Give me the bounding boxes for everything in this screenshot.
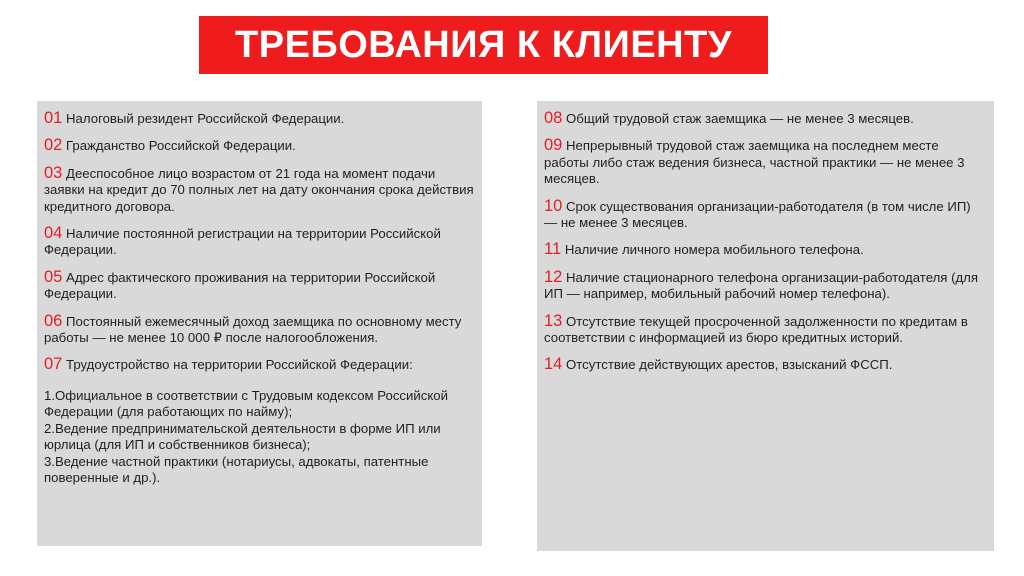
requirement-item (44, 356, 475, 486)
requirement-number: 10 (544, 196, 563, 215)
requirement-text: Наличие личного номера мобильного телефона. (564, 242, 864, 258)
requirement-item (544, 356, 987, 373)
requirement-number: 09 (544, 136, 563, 155)
requirement-item (44, 137, 475, 154)
requirement-item (544, 198, 987, 232)
requirement-item (44, 165, 475, 215)
requirement-item (544, 269, 987, 303)
requirement-item (544, 137, 987, 187)
employment-type: 2.Ведение предпринимательской деятельности в форме ИП или юрлица (для ИП и собственников бизнеса); (44, 420, 441, 453)
requirement-item (44, 110, 475, 127)
requirement-text: Постоянный ежемесячный доход заемщика по основному месту работы — не менее 10 000 ₽ после налогообложения. (44, 313, 462, 346)
requirement-item (44, 313, 475, 347)
requirement-text: Наличие стационарного телефона организации-работодателя (для ИП — например, мобильный рабочий номер телефона). (544, 269, 979, 302)
requirement-item (544, 110, 987, 127)
employment-types-list (44, 388, 475, 486)
requirement-text: Непрерывный трудовой стаж заемщика на последнем месте работы либо стаж ведения бизнеса, частной практики — не менее 3 месяцев. (544, 138, 965, 187)
requirements-panel-left (37, 101, 482, 546)
requirement-number: 06 (44, 311, 63, 330)
requirement-number: 12 (544, 267, 563, 286)
requirement-item (44, 269, 475, 303)
requirement-item (44, 225, 475, 259)
requirement-item (544, 313, 987, 347)
title-banner (199, 16, 768, 74)
requirement-number: 01 (44, 109, 63, 127)
requirement-text: Общий трудовой стаж заемщика — не менее 3 месяцев. (566, 111, 914, 126)
requirement-text: Наличие постоянной регистрации на территории Российской Федерации. (44, 226, 441, 258)
requirement-text: Адрес фактического проживания на территории Российской Федерации. (44, 269, 436, 302)
requirement-number: 11 (544, 240, 562, 259)
requirement-number: 07 (44, 355, 63, 374)
requirement-number: 03 (44, 163, 63, 182)
requirement-number: 05 (44, 267, 63, 286)
requirement-text: Дееспособное лицо возрастом от 21 года на момент подачи заявки на кредит до 70 полных лет на дату окончания срока действия кредитного договора. (44, 165, 474, 214)
employment-type: 3.Ведение частной практики (нотариусы, адвокаты, патентные поверенные и др.). (44, 453, 429, 485)
requirement-text: Отсутствие действующих арестов, взысканий ФССП. (566, 357, 893, 373)
requirement-text: Налоговый резидент Российской Федерации. (66, 111, 345, 126)
requirement-number: 04 (44, 224, 63, 243)
page-title: ТРЕБОВАНИЯ К КЛИЕНТУ (235, 23, 732, 66)
requirement-number: 08 (544, 109, 563, 127)
requirement-number: 14 (544, 355, 563, 374)
requirement-text: Срок существования организации-работодателя (в том числе ИП) — не менее 3 месяцев. (544, 198, 971, 231)
requirement-text: Отсутствие текущей просроченной задолженности по кредитам в соответствии с информацией из бюро кредитных историй. (544, 313, 968, 346)
requirement-text: Трудоустройство на территории Российской Федерации: (66, 357, 413, 373)
requirement-number: 13 (544, 311, 563, 330)
requirements-panel-right (537, 101, 994, 551)
requirement-text: Гражданство Российской Федерации. (66, 138, 296, 154)
employment-type: 1.Официальное в соответствии с Трудовым кодексом Российской Федерации (для работающих по найму); (44, 387, 448, 420)
requirement-number: 02 (44, 136, 63, 155)
requirement-item (544, 241, 987, 258)
